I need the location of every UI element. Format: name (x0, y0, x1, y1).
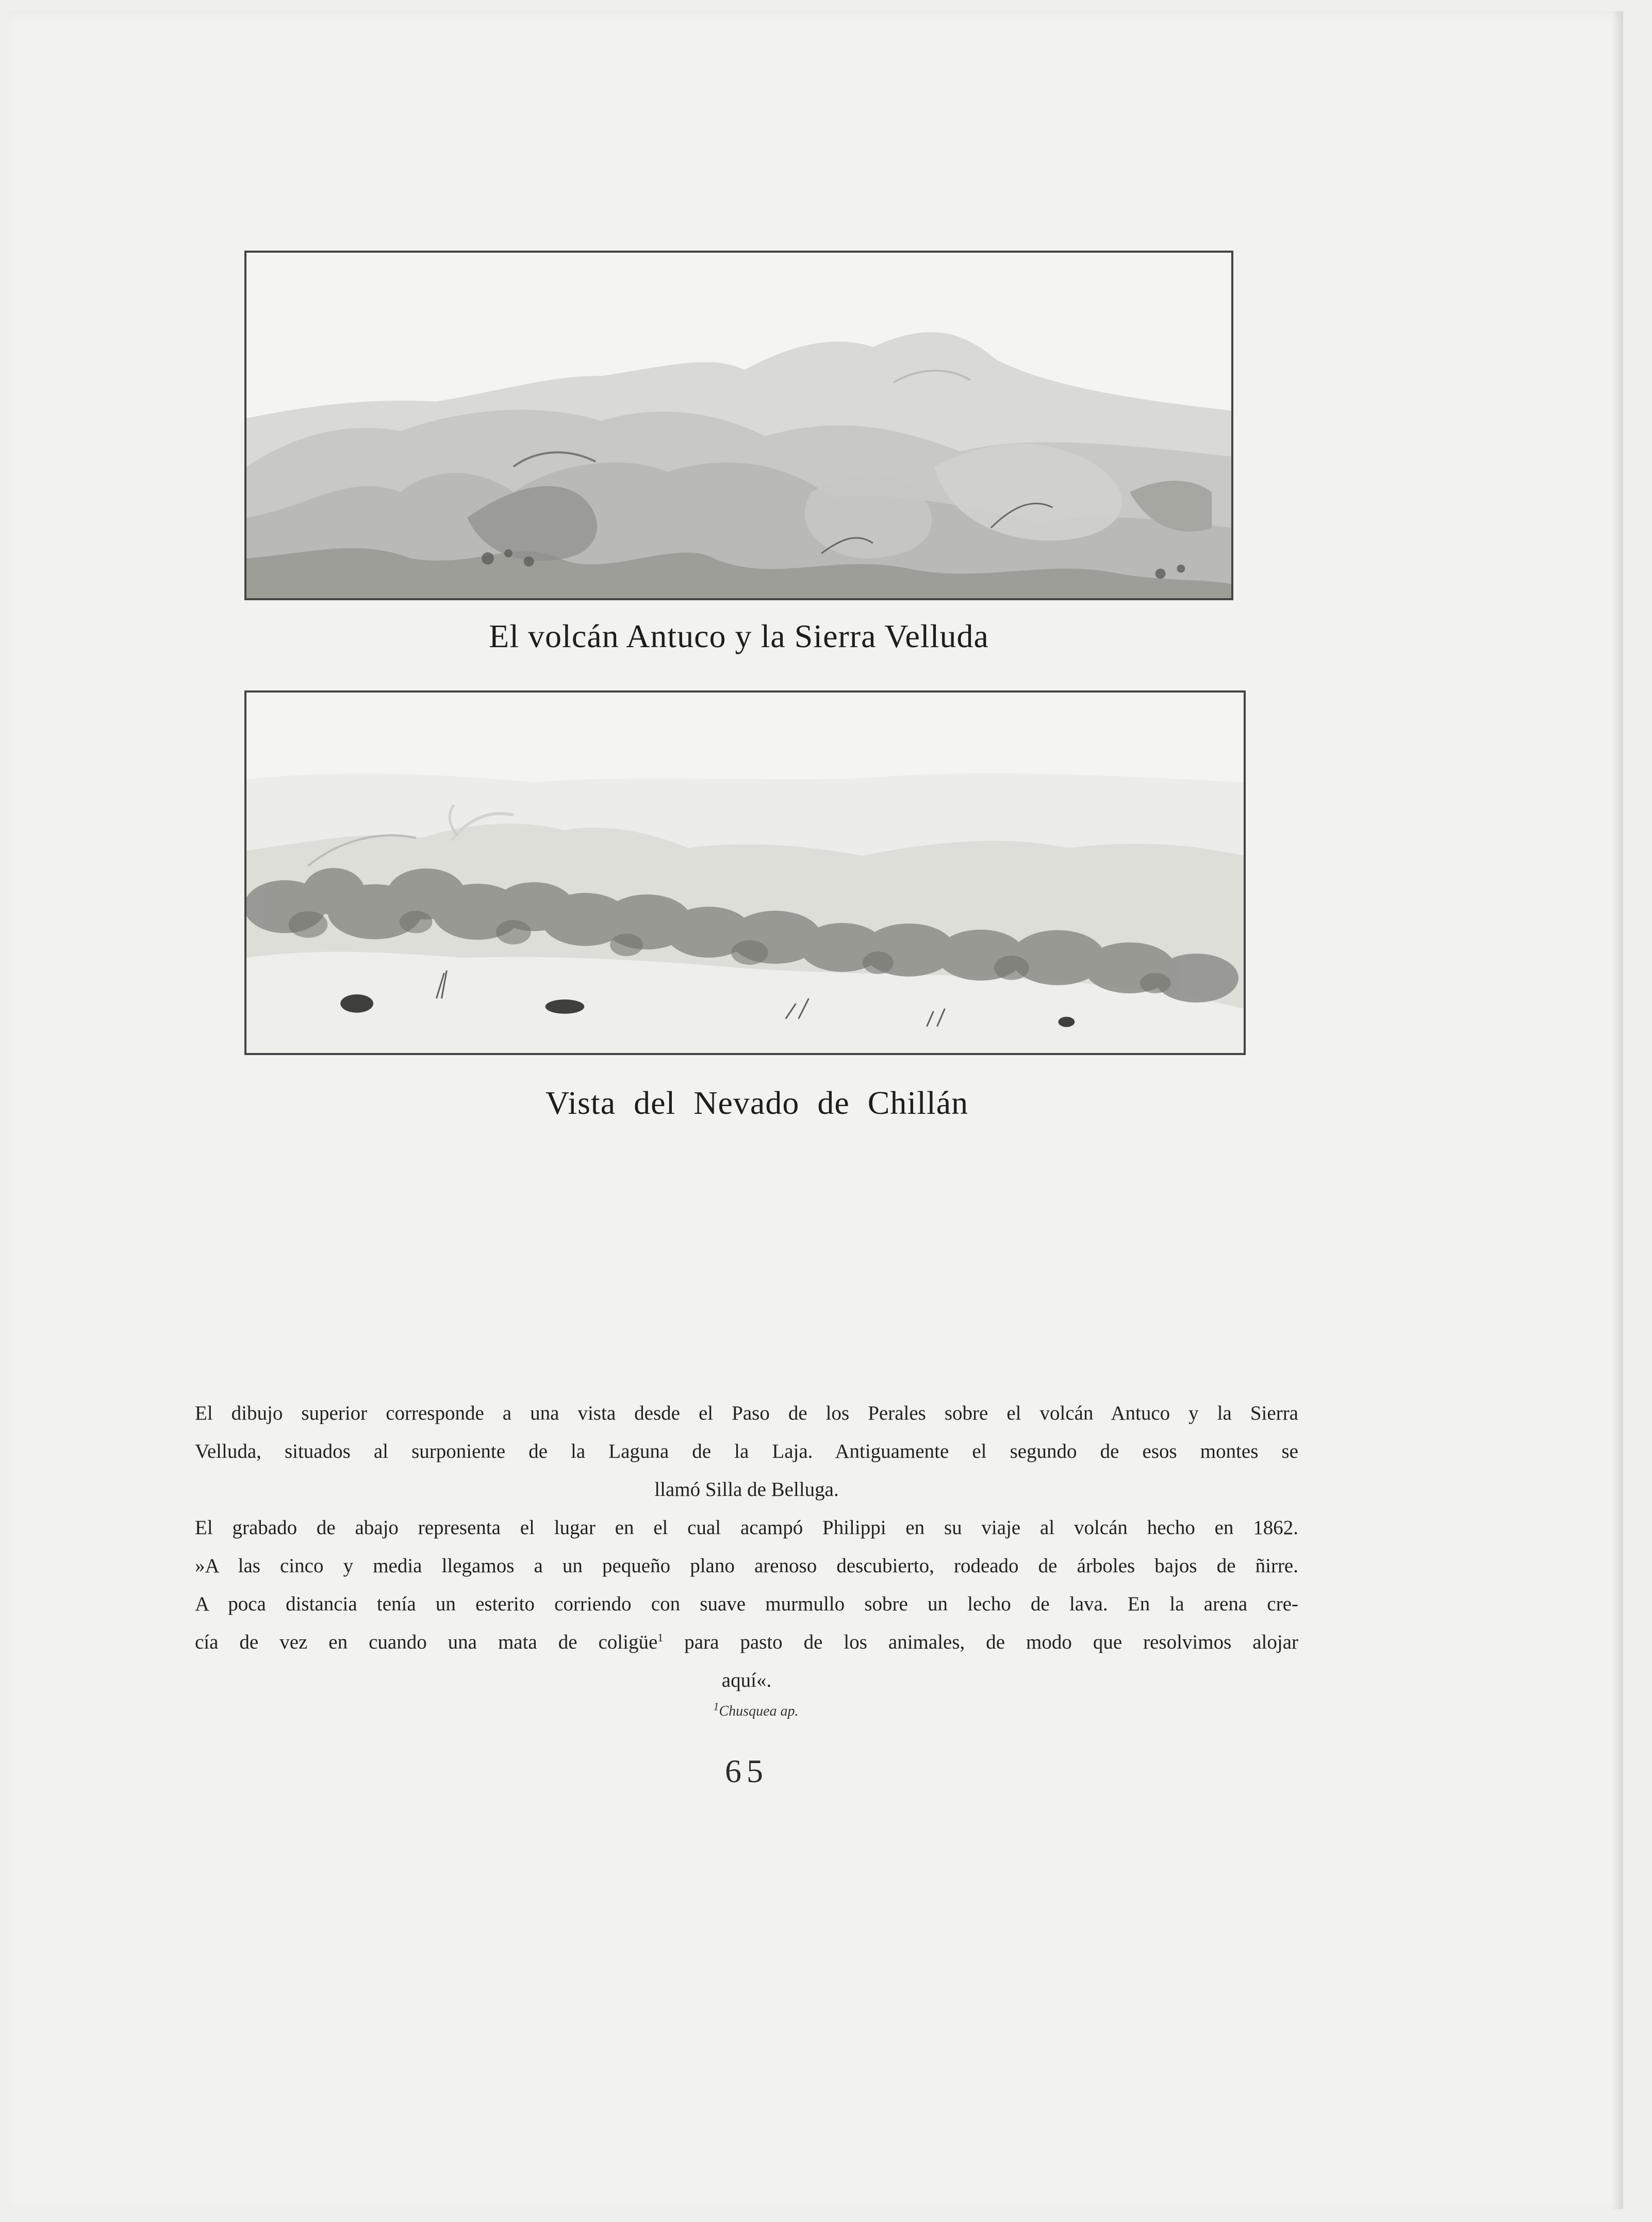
body-line-2: Velluda, situados al surponiente de la Laguna de la Laja. Antiguamente el segundo de esos montes se (195, 1440, 1298, 1462)
illustration-chillan (246, 693, 1244, 1053)
body-line-1: El dibujo superior corresponde a una vista desde el Paso de los Perales sobre el volcán Antuco y la Sierra (195, 1402, 1298, 1424)
page-edge (1612, 11, 1623, 2209)
footnote-number: 1 (713, 1700, 719, 1713)
plate-caption-1: El volcán Antuco y la Sierra Velluda (489, 618, 989, 654)
body-line-5: »A las cinco y media llegamos a un pequeño plano arenoso descubierto, rodeado de árboles bajos de ñirre. (195, 1555, 1298, 1577)
body-line-4: El grabado de abajo representa el lugar en el cual acampó Philippi en su viaje al volcán hecho en 1862. (195, 1517, 1298, 1539)
body-text (195, 1394, 1298, 1700)
footnote (689, 1700, 823, 1720)
body-line-7-part-a: cía de vez en cuando una mata de coligüe (195, 1631, 658, 1653)
illustration-antuco (246, 253, 1231, 598)
footnote-text: Chusquea ap. (719, 1703, 799, 1719)
plate-chillan (244, 690, 1246, 1055)
body-line-6: A poca distancia tenía un esterito corriendo con suave murmullo sobre un lecho de lava. En la arena cre- (195, 1593, 1298, 1615)
body-line-7-part-b: para pasto de los animales, de modo que resolvimos alojar (684, 1631, 1299, 1653)
page-number: 65 (725, 1753, 768, 1789)
plate-antuco (244, 251, 1233, 600)
body-line-8: aquí«. (721, 1669, 772, 1691)
book-page (9, 11, 1623, 2209)
body-line-7 (195, 1623, 1298, 1661)
plate-caption-2: Vista del Nevado de Chillán (545, 1084, 969, 1121)
footnote-marker: 1 (657, 1631, 664, 1644)
body-line-3: llamó Silla de Belluga. (654, 1478, 839, 1501)
